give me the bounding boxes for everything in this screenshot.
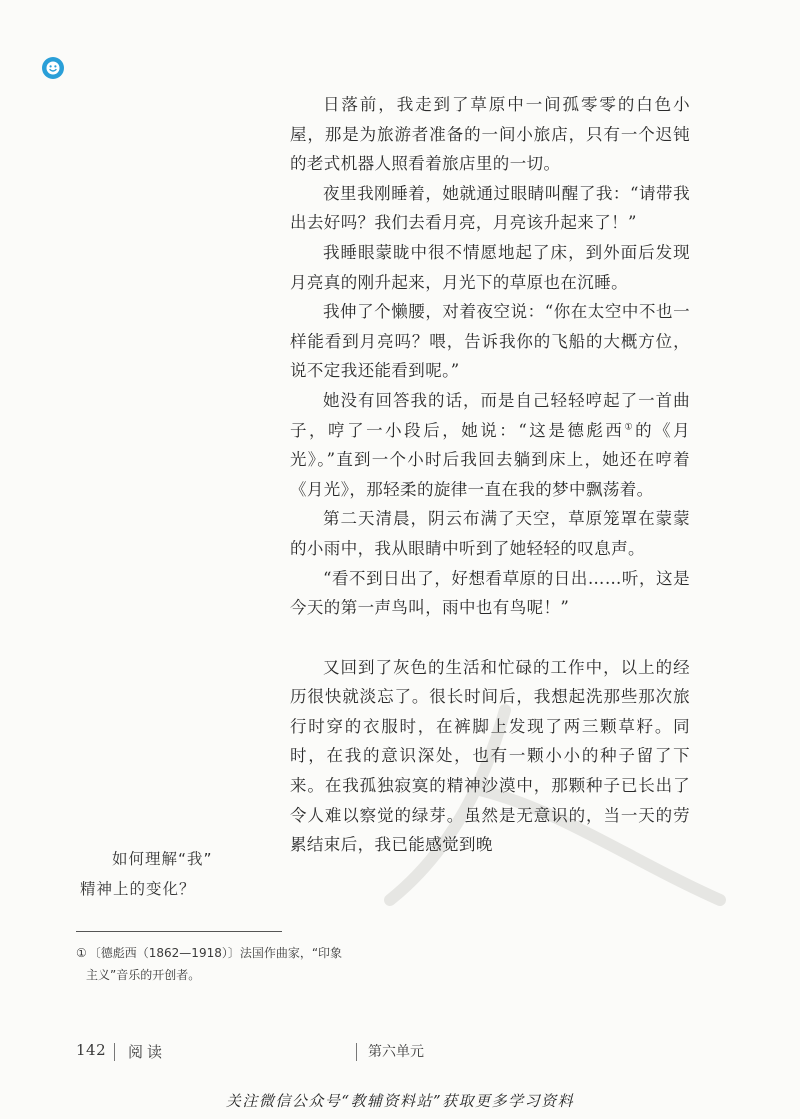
footer-divider xyxy=(114,1043,115,1061)
paragraph-text: 她没有回答我的话，而是自己轻轻哼起了一首曲子，哼了一小段后，她说：“这是德彪西 xyxy=(290,390,690,440)
footnote-divider xyxy=(76,931,282,932)
promo-banner: 关注微信公众号“教辅资料站”获取更多学习资料 xyxy=(225,1092,575,1110)
body-paragraph: 我睡眼蒙眬中很不情愿地起了床，到外面后发现月亮真的刚升起来，月光下的草原也在沉睡。 xyxy=(290,242,690,292)
body-paragraph: 我伸了个懒腰，对着夜空说：“你在太空中不也一样能看到月亮吗？喂，告诉我你的飞船的大概方位，说不定我还能看到呢。” xyxy=(290,302,690,381)
body-paragraph: 日落前，我走到了草原中一间孤零零的白色小屋，那是为旅游者准备的一间小旅店，只有一个迟钝的老式机器人照看着旅店里的一切。 xyxy=(290,95,690,174)
smiley-logo-icon xyxy=(42,57,64,79)
footnote-mark: ① xyxy=(76,946,87,960)
footnote xyxy=(76,942,376,986)
footnote-text: 主义”音乐的开创者。 xyxy=(86,968,201,982)
body-paragraph xyxy=(290,386,690,504)
footnote-text: 〔德彪西（1862—1918）〕法国作曲家，“印象 xyxy=(88,946,343,960)
section-label: 阅读 xyxy=(128,1043,167,1061)
unit-label: 第六单元 xyxy=(368,1044,424,1060)
body-paragraph: 第二天清晨，阴云布满了天空，草原笼罩在蒙蒙的小雨中，我从眼睛中听到了她轻轻的叹息声。 xyxy=(290,509,690,558)
margin-question-line: 精神上的变化？ xyxy=(80,880,196,898)
margin-question-line: 如何理解“我” xyxy=(112,850,213,868)
body-paragraph: 又回到了灰色的生活和忙碌的工作中，以上的经历很快就淡忘了。很长时间后，我想起洗那些那次旅行时穿的衣服时，在裤脚上发现了两三颗草籽。同时，在我的意识深处，也有一颗小小的种子留了下来。在我孤独寂寞的精神沙漠中，那颗种子已长出了令人难以察觉的绿芽。虽然是无意识的，当一天的劳累结束后，我已能感觉到晚 xyxy=(290,657,690,855)
body-paragraph: 夜里我刚睡着，她就通过眼睛叫醒了我：“请带我出去好吗？我们去看月亮，月亮该升起来了！” xyxy=(290,183,690,233)
footnote-reference: ① xyxy=(624,422,636,433)
margin-question xyxy=(80,844,260,904)
footer-divider xyxy=(356,1043,357,1061)
page-footer xyxy=(76,1041,726,1065)
article-body xyxy=(290,90,690,860)
paragraph-text: 的《月光》。”直到一个小时后我回去躺到床上，她还在哼着《月光》，那轻柔的旋律一直在我的梦中飘荡着。 xyxy=(290,420,691,499)
page-number: 142 xyxy=(76,1041,107,1059)
body-paragraph: “看不到日出了，好想看草原的日出……听，这是今天的第一声鸟叫，雨中也有鸟呢！” xyxy=(290,568,690,618)
